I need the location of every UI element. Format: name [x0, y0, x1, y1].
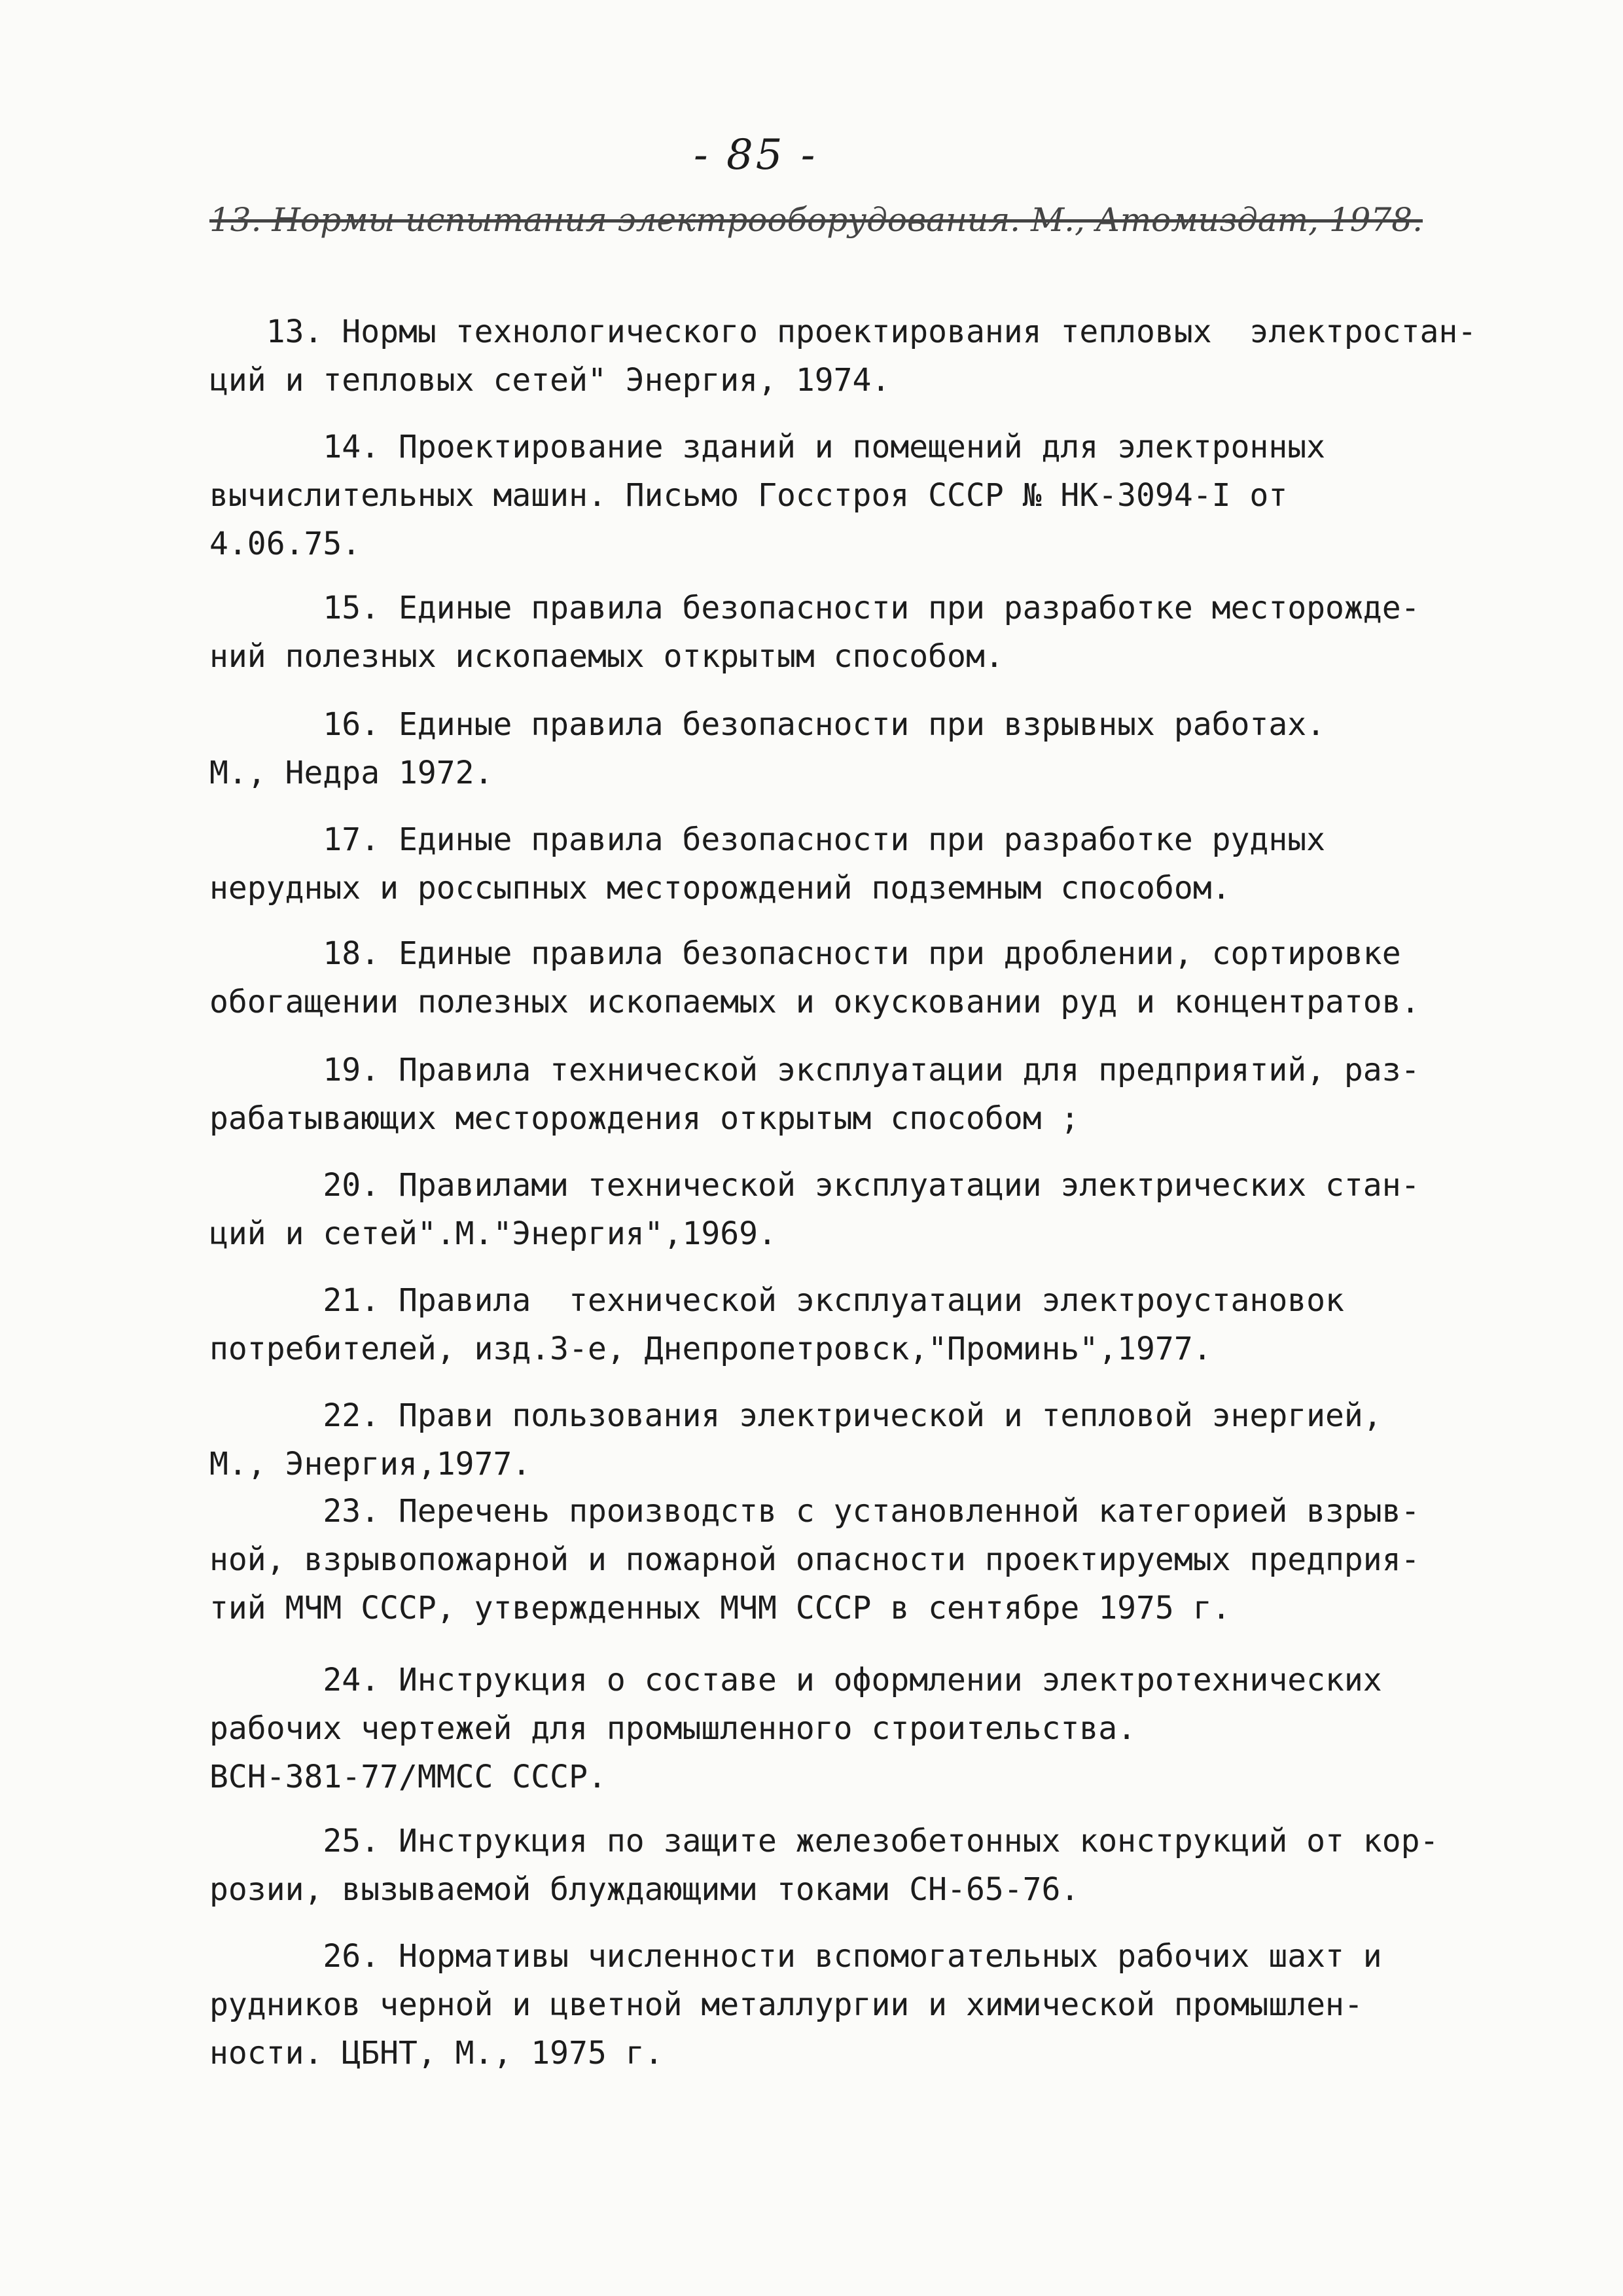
reference-entry-22: 22. Прави пользования электрической и тепловой энергией, М., Энергия,1977. [209, 1397, 1382, 1482]
reference-entry-25: 25. Инструкция по защите железобетонных конструкций от кор- розии, вызываемой блуждающими токами СН-65-76. [209, 1823, 1439, 1908]
reference-entry-24: 24. Инструкция о составе и оформлении электротехнических рабочих чертежей для промышленного строительства. ВСН-381-77/ММСС СССР. [209, 1662, 1382, 1795]
reference-entry-20: 20. Правилами технической эксплуатации электрических стан- ций и сетей".М."Энергия",1969. [209, 1167, 1420, 1252]
reference-entry-21: 21. Правила технической эксплуатации электроустановок потребителей, изд.3-е, Днепропетровск,"Проминь",1977. [209, 1282, 1344, 1367]
reference-entry-15: 15. Единые правила безопасности при разработке месторожде- ний полезных ископаемых открытым способом. [209, 590, 1420, 675]
page-number: - 85 - [694, 131, 818, 179]
reference-entry-13: 13. Нормы технологического проектирования тепловых электростан- ций и тепловых сетей" Энергия, 1974. [209, 314, 1477, 399]
reference-entry-26: 26. Нормативы численности вспомогательных рабочих шахт и рудников черной и цветной металлургии и химической промышлен- ности. ЦБНТ, М., 1975 г. [209, 1938, 1382, 2072]
reference-entry-16: 16. Единые правила безопасности при взрывных работах. М., Недра 1972. [209, 706, 1326, 791]
reference-entry-19: 19. Правила технической эксплуатации для предприятий, раз- рабатывающих месторождения открытым способом ; [209, 1052, 1420, 1137]
reference-entry-18: 18. Единые правила безопасности при дроблении, сортировке обогащении полезных ископаемых и окусковании руд и концентратов. [209, 935, 1420, 1020]
struck-out-reference: 13. Нормы испытания электрооборудования. М., Атомиздат, 1978. [209, 201, 1423, 239]
reference-entry-14: 14. Проектирование зданий и помещений для электронных вычислительных машин. Письмо Госстроя СССР № НК-3094-I от 4.06.75. [209, 429, 1326, 562]
reference-entry-23: 23. Перечень производств с установленной категорией взрыв- ной, взрывопожарной и пожарной опасности проектируемых предприя- тий МЧМ СССР, утвержденных МЧМ СССР в сентябре 1975 г. [209, 1493, 1420, 1626]
reference-entry-17: 17. Единые правила безопасности при разработке рудных нерудных и россыпных месторождений подземным способом. [209, 821, 1326, 906]
